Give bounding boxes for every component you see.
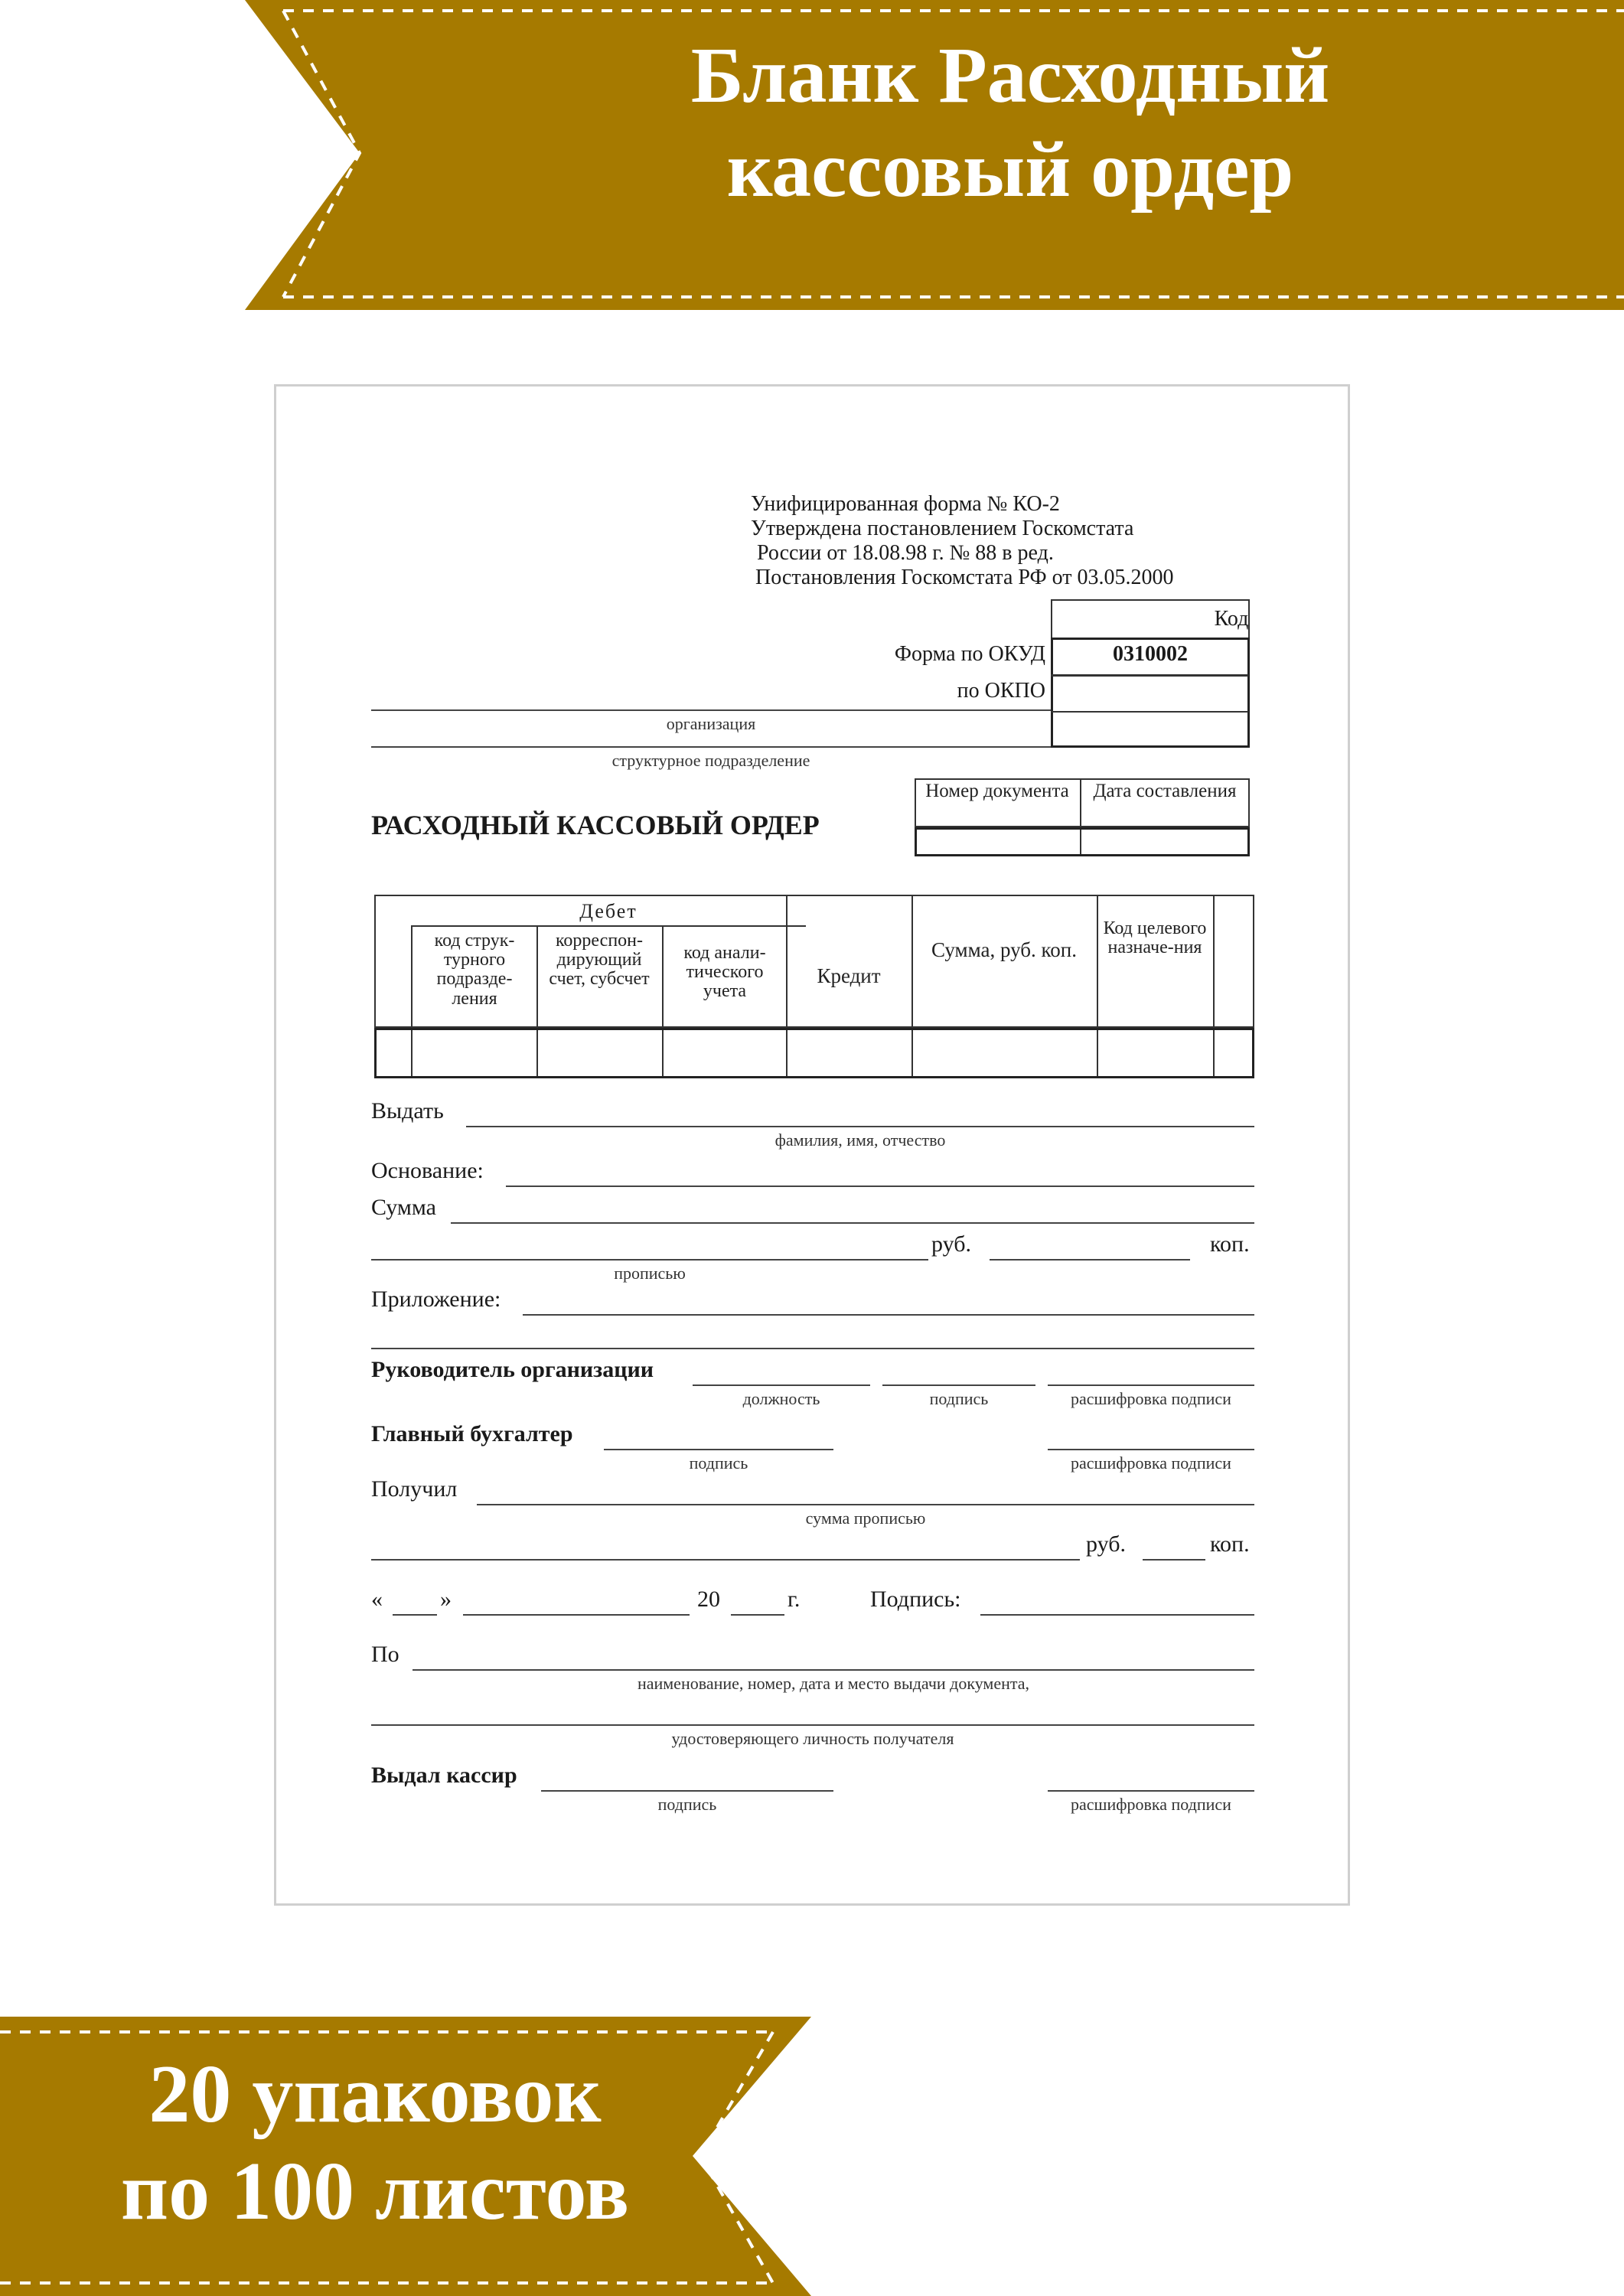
received-label: Получил	[371, 1476, 458, 1502]
cashier-signature-caption: подпись	[657, 1795, 717, 1814]
top-banner-line1: Бланк Расходный	[690, 31, 1330, 119]
year-prefix: 20	[697, 1587, 720, 1612]
head-position-line[interactable]	[693, 1384, 870, 1386]
department-line[interactable]	[371, 746, 1051, 748]
head-signature-line[interactable]	[882, 1384, 1035, 1386]
received-sum-line[interactable]	[371, 1559, 1080, 1561]
header-line-3: России от 18.08.98 г. № 88 в ред.	[757, 541, 1054, 565]
fio-caption: фамилия, имя, отчество	[774, 1130, 946, 1150]
header-line-2: Утверждена постановлением Госкомстата	[751, 517, 1134, 540]
header-line-4: Постановления Госкомстата РФ от 03.05.2000	[755, 566, 1174, 589]
sum-line[interactable]	[451, 1222, 1254, 1224]
head-decode-line[interactable]	[1048, 1384, 1254, 1386]
sum-kop: коп.	[1210, 1231, 1250, 1257]
organization-caption: организация	[666, 714, 756, 733]
chief-signature-caption: подпись	[689, 1453, 748, 1473]
okud-value: 0310002	[1113, 642, 1188, 666]
department-caption: структурное подразделение	[611, 751, 810, 770]
form-title: РАСХОДНЫЙ КАССОВЫЙ ОРДЕР	[371, 810, 820, 840]
doc-caption-2: удостоверяющего личность получателя	[671, 1729, 954, 1748]
chief-accountant-label: Главный бухгалтер	[371, 1421, 573, 1446]
chief-decode-line[interactable]	[1048, 1449, 1254, 1450]
doc-number-label: Номер документа	[925, 781, 1069, 801]
head-signature-caption: подпись	[929, 1389, 989, 1408]
header-line-1: Унифицированная форма № КО-2	[751, 492, 1060, 516]
head-decode-caption: расшифровка подписи	[1071, 1389, 1231, 1408]
year-line[interactable]	[731, 1614, 784, 1616]
organization-line[interactable]	[371, 709, 1051, 711]
top-banner-line2: кассовый ордер	[726, 125, 1294, 214]
sum-rub: руб.	[931, 1231, 971, 1257]
form-sheet	[274, 384, 1350, 1906]
quote-close: »	[440, 1587, 452, 1612]
col-corr-account: корреспон-дирующий счет, субсчет	[549, 931, 650, 990]
chief-signature-line[interactable]	[604, 1449, 833, 1450]
cashier-signature-line[interactable]	[541, 1790, 833, 1792]
cashier-decode-caption: расшифровка подписи	[1071, 1795, 1231, 1814]
cashier-label: Выдал кассир	[371, 1763, 517, 1788]
basis-label: Основание:	[371, 1158, 484, 1183]
bottom-banner-line1: 20 упаковок	[148, 2049, 602, 2140]
top-banner	[0, 0, 1624, 310]
day-line[interactable]	[393, 1614, 437, 1616]
received-line[interactable]	[477, 1504, 1254, 1505]
sum-kop-line[interactable]	[990, 1259, 1190, 1261]
signature-label: Подпись:	[870, 1587, 961, 1612]
bottom-banner-line2: по 100 листов	[120, 2146, 630, 2238]
okpo-label: по ОКПО	[957, 679, 1045, 703]
year-suffix: г.	[788, 1587, 801, 1612]
code-label: Код	[1214, 607, 1249, 631]
received-rub: руб.	[1086, 1531, 1126, 1557]
debet-header: Дебет	[579, 900, 638, 922]
doc-date-label: Дата составления	[1093, 781, 1237, 801]
id-document-line[interactable]	[413, 1669, 1254, 1671]
received-kop: коп.	[1210, 1531, 1250, 1557]
doc-values-box[interactable]	[915, 827, 1250, 856]
sum-label: Сумма	[371, 1195, 436, 1220]
accounts-table-row[interactable]	[374, 1028, 1254, 1078]
form-header	[751, 492, 1173, 590]
bottom-banner	[0, 2017, 811, 2296]
basis-line[interactable]	[506, 1186, 1254, 1187]
sum-in-words-caption: сумма прописью	[805, 1508, 926, 1528]
col-purpose-code: Код целевого назначе-ния	[1103, 918, 1207, 958]
attachment-label: Приложение:	[371, 1287, 501, 1312]
cashier-decode-line[interactable]	[1048, 1790, 1254, 1792]
col-sum: Сумма, руб. коп.	[931, 938, 1077, 961]
receiver-signature-line[interactable]	[980, 1614, 1254, 1616]
attachment-line[interactable]	[523, 1314, 1254, 1316]
col-analytics-code: код анали-тического учета	[683, 943, 766, 1002]
code-header-cell	[1051, 599, 1250, 638]
col-dept-code: код струк-турного подразде-ления	[434, 931, 515, 1009]
chief-decode-caption: расшифровка подписи	[1071, 1453, 1231, 1473]
head-position-caption: должность	[742, 1389, 820, 1408]
okud-label: Форма по ОКУД	[894, 642, 1045, 666]
issue-label: Выдать	[371, 1098, 444, 1124]
quote-open: «	[371, 1587, 383, 1612]
attachment-line-2[interactable]	[371, 1348, 1254, 1349]
id-document-line-2[interactable]	[371, 1724, 1254, 1726]
col-credit: Кредит	[817, 964, 881, 987]
received-kop-line[interactable]	[1143, 1559, 1205, 1561]
doc-caption-1: наименование, номер, дата и место выдачи документа,	[637, 1674, 1030, 1693]
month-line[interactable]	[463, 1614, 690, 1616]
in-words-caption: прописью	[614, 1264, 686, 1283]
by-label: По	[371, 1642, 399, 1667]
sum-words-line[interactable]	[371, 1259, 928, 1261]
head-label: Руководитель организации	[371, 1357, 654, 1382]
issue-line[interactable]	[466, 1126, 1254, 1127]
